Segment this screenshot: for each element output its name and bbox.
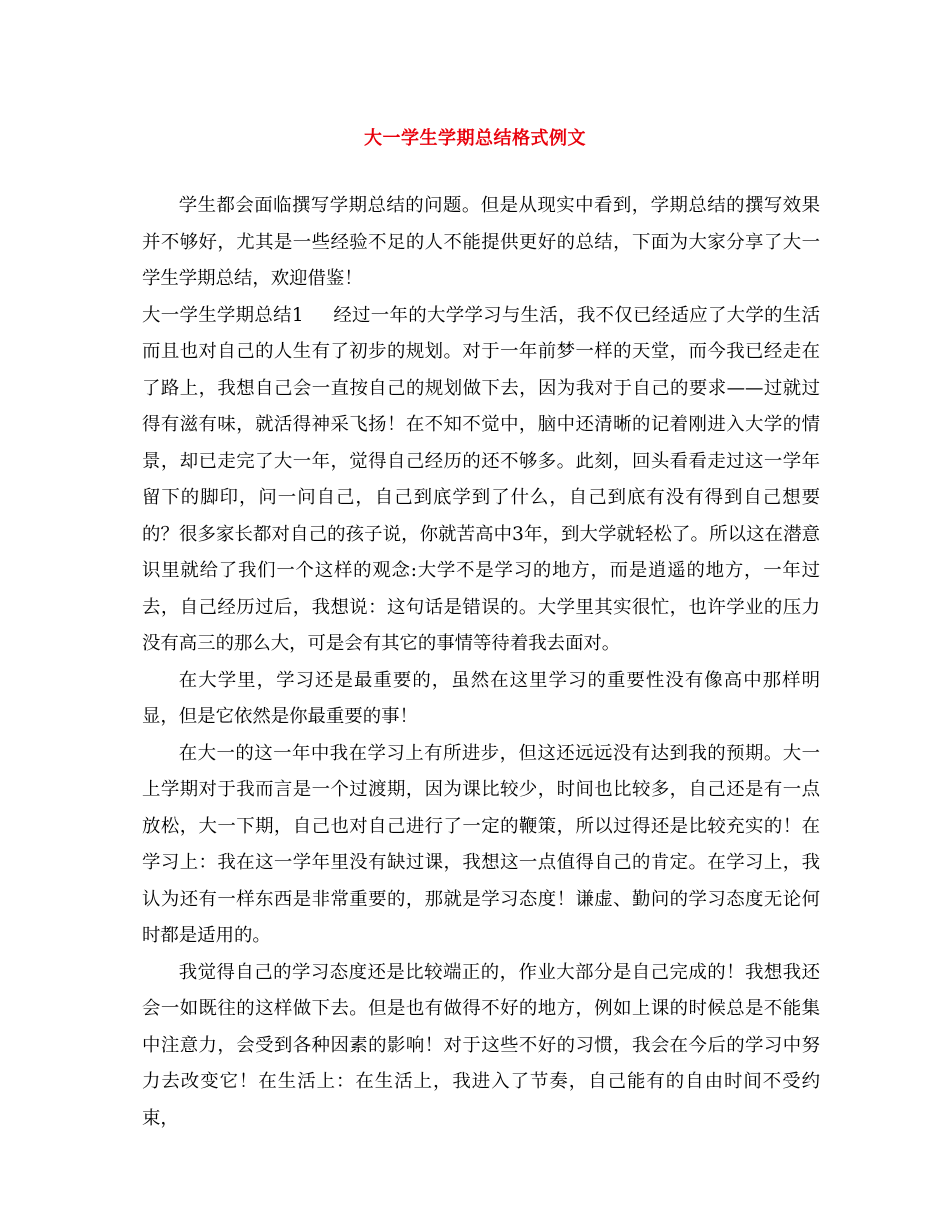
paragraph-3: 在大一的这一年中我在学习上有所进步，但这还远远没有达到我的预期。大一上学期对于我而言是一个过渡期，因为课比较少，时间也比较多，自己还是有一点放松，大一下期，自己也对自己进行了一定的鞭策，所以过得还是比较充实的！在学习上：我在这一学年里没有缺过课，我想这一点值得自己的肯定。在学习上，我认为还有一样东西是非常重要的，那就是学习态度！谦虚、勤问的学习态度无论何时都是适用的。 <box>142 742 820 946</box>
section1-heading: 大一学生学期总结1 <box>142 304 304 326</box>
section1-text: 经过一年的大学学习与生活，我不仅已经适应了大学的生活而且也对自己的人生有了初步的规划。对于一年前梦一样的天堂，而今我已经走在了路上，我想自己会一直按自己的规划做下去，因为我对于自己的要求——过就过得有滋有味，就活得神采飞扬！在不知不觉中，脑中还清晰的记着刚进入大学的情景，却已走完了大一年，觉得自己经历的还不够多。此刻，回头看看走过这一学年留下的脚印，问一问自己，自己到底学到了什么，自己到底有没有得到自己想要的？很多家长都对自己的孩子说，你就苦高中3年，到大学就轻松了。所以这在潜意识里就给了我们一个这样的观念:大学不是学习的地方，而是逍遥的地方，一年过去，自己经历过后，我想说：这句话是错误的。大学里其实很忙，也许学业的压力没有高三的那么大，可是会有其它的事情等待着我去面对。 <box>142 304 820 654</box>
paragraph-2: 在大学里，学习还是最重要的，虽然在这里学习的重要性没有像高中那样明显，但是它依然是你最重要的事！ <box>142 669 820 727</box>
intro-paragraph: 学生都会面临撰写学期总结的问题。但是从现实中看到，学期总结的撰写效果并不够好，尤其是一些经验不足的人不能提供更好的总结，下面为大家分享了大一学生学期总结，欢迎借鉴！ <box>142 195 820 289</box>
section1-paragraph <box>142 298 820 663</box>
document-title: 大一学生学期总结格式例文 <box>364 128 586 149</box>
document-body <box>142 188 820 1137</box>
paragraph-4: 我觉得自己的学习态度还是比较端正的，作业大部分是自己完成的！我想我还会一如既往的这样做下去。但是也有做得不好的地方，例如上课的时候总是不能集中注意力，会受到各种因素的影响！对于这些不好的习惯，我会在今后的学习中努力去改变它！在生活上：在生活上，我进入了节奏，自己能有的自由时间不受约束， <box>142 961 820 1129</box>
